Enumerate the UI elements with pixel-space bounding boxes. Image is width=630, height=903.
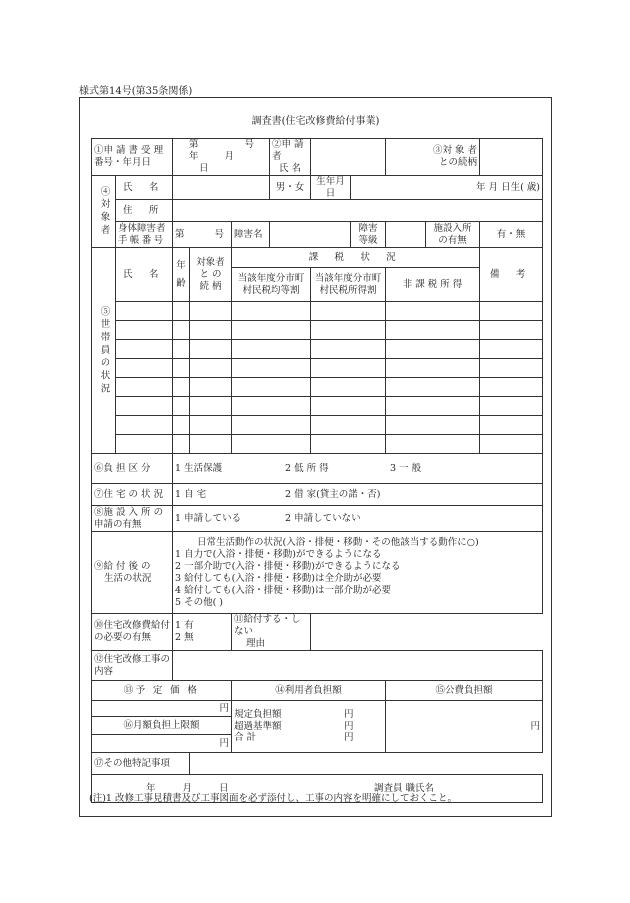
form-frame	[79, 97, 552, 817]
user-burden-label: ⑭利用者負担額	[232, 681, 386, 701]
application-label: ①申 請 書 受 理 番号・年月日	[92, 139, 173, 176]
household-cell[interactable]	[386, 321, 480, 340]
public-burden-field[interactable]: 円	[386, 701, 543, 753]
household-cell[interactable]	[386, 359, 480, 378]
relation-field[interactable]	[480, 139, 543, 176]
household-section-label: ⑤世帯員の状況	[92, 248, 116, 454]
household-cell[interactable]	[311, 340, 386, 359]
household-cell[interactable]	[386, 397, 480, 416]
application-number-date[interactable]: 第 号 年 月日	[173, 139, 270, 176]
household-cell[interactable]	[232, 359, 311, 378]
footnote: (注)1 改修工事見積書及び工事図面を必ず添付し、工事の内容を明確にしておくこと。	[89, 793, 457, 804]
notes-row	[92, 753, 543, 775]
household-row	[92, 321, 543, 340]
necessity-row	[92, 614, 543, 651]
household-cell[interactable]	[386, 378, 480, 397]
household-cell[interactable]	[116, 378, 173, 397]
household-cell[interactable]	[116, 359, 173, 378]
subject-name-row	[92, 175, 543, 200]
notes-label: ⑰その他特記事項	[92, 753, 190, 775]
subject-name-field[interactable]	[173, 175, 270, 200]
disability-label: 障害名	[232, 222, 270, 248]
household-cell[interactable]	[190, 397, 232, 416]
household-cell[interactable]	[190, 378, 232, 397]
tax-header: 課 税 状 況	[232, 248, 480, 268]
planned-price-field[interactable]: 円	[92, 701, 232, 717]
monthly-limit-label: ⑯月額負担上限額	[92, 717, 232, 735]
burden-options[interactable]: 1 生活保護 2 低 所 得 3 一 般	[173, 454, 543, 484]
household-row	[92, 397, 543, 416]
subject-cert-row	[92, 222, 543, 248]
col-per-capita-tax: 当該年度分市町 村民税均等割	[232, 268, 311, 302]
household-cell[interactable]	[190, 321, 232, 340]
grade-label: 障害 等級	[351, 222, 386, 248]
household-cell[interactable]	[480, 321, 543, 340]
household-cell[interactable]	[480, 302, 543, 321]
necessity-options[interactable]: 1 有 2 無	[173, 614, 232, 651]
household-cell[interactable]	[116, 397, 173, 416]
household-row	[92, 302, 543, 321]
work-row	[92, 651, 543, 681]
subject-address-row	[92, 200, 543, 222]
household-row	[92, 359, 543, 378]
facility-label: 施設入所 の有無	[426, 222, 480, 248]
survey-table	[91, 138, 543, 803]
dob-field[interactable]: 年 月 日生( 歳)	[351, 175, 543, 200]
household-cell[interactable]	[480, 378, 543, 397]
facility-field[interactable]: 有・無	[480, 222, 543, 248]
notes-field[interactable]	[190, 753, 543, 775]
col-income-tax: 当該年度分市町 村民税所得割	[311, 268, 386, 302]
cost-header-row	[92, 681, 543, 701]
form-number: 様式第14号(第35条関係)	[79, 86, 193, 97]
household-cell[interactable]	[232, 302, 311, 321]
applicant-name-field[interactable]	[311, 139, 386, 176]
household-cell[interactable]	[173, 378, 190, 397]
household-cell[interactable]	[480, 359, 543, 378]
cert-label: 身体障害者 手帳番号	[116, 222, 173, 248]
household-cell[interactable]	[116, 302, 173, 321]
work-label: ⑫住宅改修工事の 内容	[92, 651, 173, 681]
household-cell[interactable]	[386, 416, 480, 435]
household-cell[interactable]	[480, 435, 543, 454]
household-cell[interactable]	[173, 302, 190, 321]
household-cell[interactable]	[311, 378, 386, 397]
household-row	[92, 340, 543, 359]
col-name: 氏 名	[116, 248, 173, 302]
household-cell[interactable]	[173, 416, 190, 435]
household-cell[interactable]	[232, 378, 311, 397]
col-remarks: 備 考	[480, 248, 543, 302]
monthly-limit-field[interactable]: 円	[92, 735, 232, 753]
subject-name-label: 氏 名	[116, 175, 173, 200]
household-cell[interactable]	[232, 397, 311, 416]
facility-app-label: ⑧施 設 入 所 の 申請の有無	[92, 506, 173, 532]
reason-field[interactable]	[311, 614, 543, 651]
address-field[interactable]	[173, 200, 543, 222]
household-cell[interactable]	[386, 435, 480, 454]
document-title: 調査書(住宅改修費給付事業)	[251, 116, 380, 127]
signature-field[interactable]: 年 月 日 調査員 職氏名	[92, 775, 543, 803]
cost-row-1	[92, 701, 543, 717]
post-status-row	[92, 532, 543, 614]
reason-label: ⑪給付する・しない 理由	[232, 614, 311, 651]
household-cell[interactable]	[173, 359, 190, 378]
household-cell[interactable]	[311, 416, 386, 435]
household-cell[interactable]	[116, 340, 173, 359]
household-row	[92, 416, 543, 435]
necessity-label: ⑩住宅改修費給付 の必要の有無	[92, 614, 173, 651]
gender-field[interactable]: 男・女	[270, 175, 311, 200]
facility-app-row	[92, 506, 543, 532]
subject-section-label: ④対象者	[92, 175, 116, 248]
post-status-label: ⑨給 付 後 の 生活の状況	[92, 532, 173, 614]
burden-row	[92, 454, 543, 484]
household-cell[interactable]	[311, 397, 386, 416]
household-cell[interactable]	[480, 340, 543, 359]
household-cell[interactable]	[311, 302, 386, 321]
address-label: 住 所	[116, 200, 173, 222]
header-row	[92, 139, 543, 176]
housing-row	[92, 484, 543, 506]
household-cell[interactable]	[311, 359, 386, 378]
household-cell[interactable]	[311, 321, 386, 340]
household-cell[interactable]	[116, 416, 173, 435]
grade-field[interactable]	[386, 222, 426, 248]
public-burden-label: ⑮公費負担額	[386, 681, 543, 701]
household-cell[interactable]	[190, 302, 232, 321]
household-cell[interactable]	[232, 435, 311, 454]
col-age: 年 齢	[173, 248, 190, 302]
household-cell[interactable]	[480, 397, 543, 416]
household-cell[interactable]	[232, 340, 311, 359]
household-cell[interactable]	[190, 416, 232, 435]
household-cell[interactable]	[480, 416, 543, 435]
household-cell[interactable]	[386, 302, 480, 321]
burden-label: ⑥負 担 区 分	[92, 454, 173, 484]
disability-field[interactable]	[270, 222, 351, 248]
post-status-options[interactable]: 日常生活動作の状況(入浴・排便・移動・その他該当する動作に○) 1 自力で(入浴・排便・移動)ができるようになる 2 一部介助で(入浴・排便・移動)ができるようになる 3 給付しても(入浴・排便・移動)は全介助が必要 4 給付しても(入浴・排便・移動)は一部介助が必要 5 その他( )	[173, 532, 543, 614]
household-cell[interactable]	[190, 340, 232, 359]
household-cell[interactable]	[311, 435, 386, 454]
housing-options[interactable]: 1 自 宅 2 借 家(貸主の諾・否)	[173, 484, 543, 506]
col-nontaxable: 非 課 税 所 得	[386, 268, 480, 302]
cert-number-field[interactable]: 第 号	[173, 222, 232, 248]
household-cell[interactable]	[173, 321, 190, 340]
housing-label: ⑦住 宅 の 状 況	[92, 484, 173, 506]
household-header-row-1	[92, 248, 543, 268]
household-cell[interactable]	[173, 397, 190, 416]
household-cell[interactable]	[232, 321, 311, 340]
work-field[interactable]	[173, 651, 543, 681]
household-cell[interactable]	[116, 321, 173, 340]
household-cell[interactable]	[386, 340, 480, 359]
col-relation: 対象者 と の 続 柄	[190, 248, 232, 302]
relation-label: ③対 象 者 との続柄	[386, 139, 480, 176]
household-row	[92, 435, 543, 454]
dob-label: 生年月日	[311, 175, 351, 200]
user-burden-field[interactable]: 規定負担額 円 超過基準額 円 合 計 円	[232, 701, 386, 753]
household-cell[interactable]	[116, 435, 173, 454]
household-cell[interactable]	[173, 435, 190, 454]
household-cell[interactable]	[173, 340, 190, 359]
planned-price-label: ⑬予 定 価 格	[92, 681, 232, 701]
household-cell[interactable]	[190, 435, 232, 454]
applicant-label: ②申 請 者 氏 名	[270, 139, 311, 176]
facility-app-options[interactable]: 1 申請している 2 申請していない	[173, 506, 543, 532]
household-cell[interactable]	[190, 359, 232, 378]
household-cell[interactable]	[232, 416, 311, 435]
household-row	[92, 378, 543, 397]
